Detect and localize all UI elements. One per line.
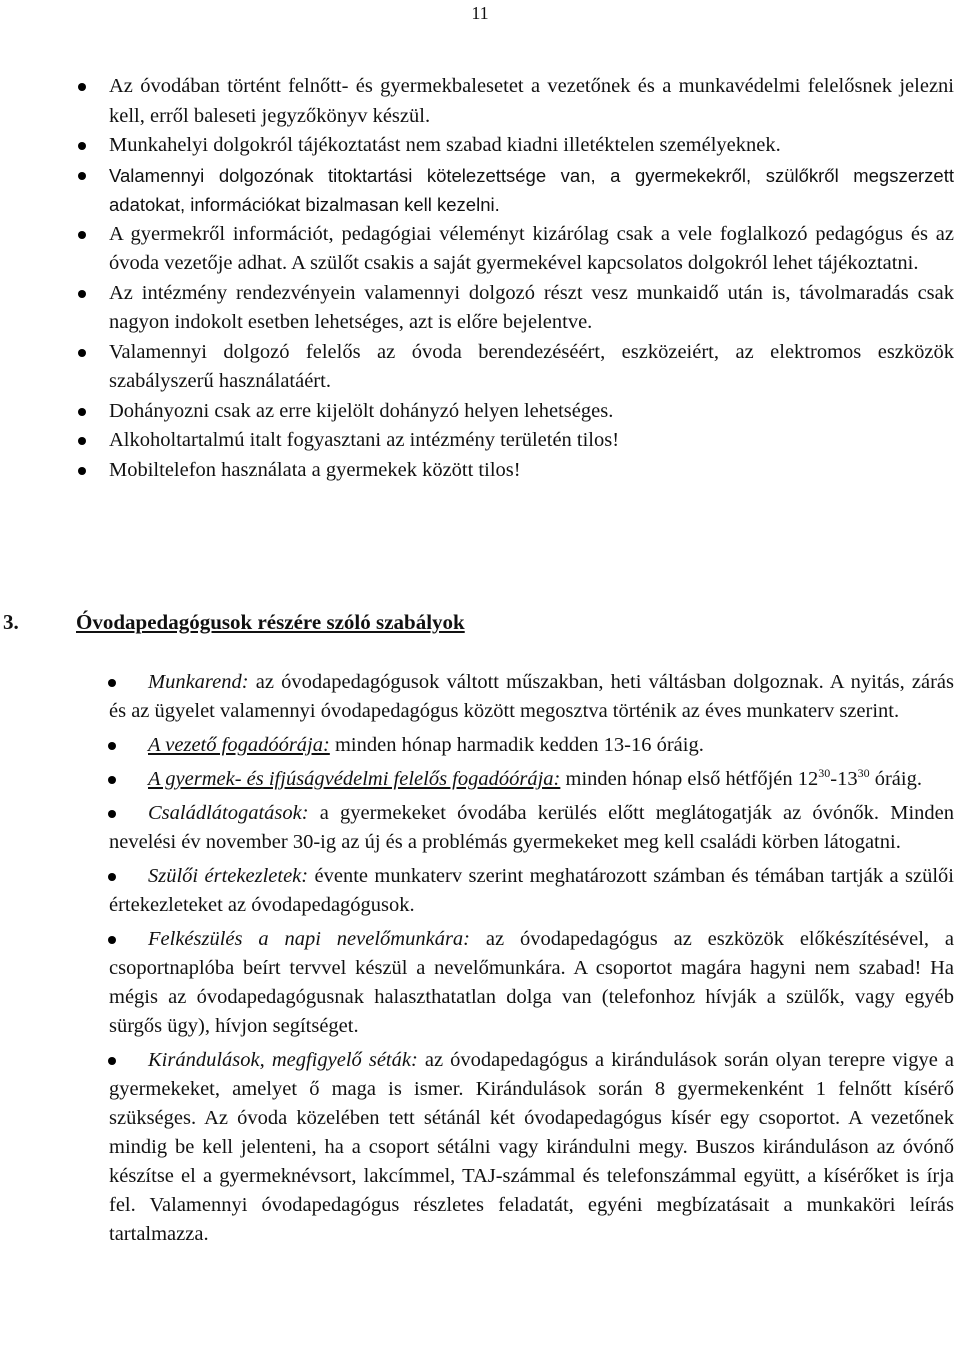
item-label: A vezető fogadóórája: — [148, 734, 330, 756]
item-label: Felkészülés a napi nevelőmunkára: — [148, 928, 471, 950]
item-label: Munkarend: — [148, 671, 249, 693]
list-item — [0, 131, 960, 161]
list-item — [0, 456, 960, 486]
list-item-text: Valamennyi dolgozónak titoktartási kötelezettsége van, a gyermekekről, szülőkről megszerzett adatokat, információkat bizalmasan kell kezelni. — [109, 164, 954, 215]
list-item — [0, 925, 960, 1041]
list-item-text: Az intézmény rendezvényein valamennyi dolgozó részt vesz munkaidő után is, távolmaradás csak nagyon indokolt esetben lehetséges, azt is előre bejelentve. — [109, 281, 954, 333]
item-text: az óvodapedagógus a kirándulások során olyan terepre vigye a gyermekeket, amelyet ő maga is ismer. Kirándulások során 8 gyermekenként 1 felnőtt kísérő szükséges. Az óvoda közelében tett sétánál két óvodapedagógus kísér egy csoportot. A vezetőnek mindig be kell jelenteni, ha a csoport sétálni vagy kirándulni megy. Buszos kiránduláson az óvónő készítse el a gyermeknévsort, lakcímmel, TAJ-számmal és telefonszámmal együtt, a kísérőket is írja fel. Valamennyi óvodapedagógus részletes feladatát, egyéni megbízatásait a munkaköri leírás tartalmazza. — [109, 1049, 954, 1245]
bullet-icon — [78, 83, 86, 91]
item-text: minden hónap harmadik kedden 13-16 óráig. — [329, 734, 704, 756]
item-label: A gyermek- és ifjúságvédelmi felelős fogadóórája: — [148, 768, 561, 790]
item-label: Kirándulások, megfigyelő séták: — [148, 1049, 418, 1071]
item-text: minden hónap első hétfőjén — [560, 768, 798, 790]
item-label: Családlátogatások: — [148, 802, 309, 824]
list-item-text: Az óvodában történt felnőtt- és gyermekbalesetet a vezetőnek és a munkavédelmi felelősnek jelezni kell, erről baleseti jegyzőkönyv készül. — [109, 75, 954, 127]
list-item — [0, 1046, 960, 1249]
bullet-icon — [78, 231, 86, 239]
list-item — [0, 72, 960, 131]
bullet-icon — [108, 936, 116, 944]
bullet-icon — [108, 679, 116, 687]
list-item-text: Valamennyi dolgozó felelős az óvoda berendezéséért, eszközeiért, az elektromos eszközök szabályszerű használatáért. — [109, 340, 954, 392]
bullet-icon — [78, 437, 86, 445]
bullet-icon — [108, 1057, 116, 1065]
list-item — [0, 862, 960, 920]
bullet-icon — [78, 142, 86, 150]
bullet-icon — [78, 349, 86, 357]
list-item — [0, 731, 960, 760]
section-number: 3. — [3, 610, 19, 634]
time-end-minute: 30 — [857, 766, 870, 781]
bullet-icon — [78, 172, 86, 180]
time-separator: - — [830, 768, 838, 790]
list-item — [0, 279, 960, 338]
rules-list — [0, 72, 960, 485]
list-item-text: Mobiltelefon használata a gyermekek között tilos! — [109, 458, 521, 481]
time-start-hour: 12 — [797, 768, 819, 790]
list-item — [0, 220, 960, 279]
time-end-hour: 13 — [837, 768, 858, 790]
section-title: Óvodapedagógusok részére szóló szabályok — [76, 610, 465, 634]
list-item — [0, 397, 960, 427]
list-item — [0, 161, 960, 220]
list-item — [0, 765, 960, 794]
section-list — [0, 668, 960, 1254]
bullet-icon — [78, 467, 86, 475]
item-text: a gyermekeket óvodába kerülés előtt meglátogatják az óvónők. Minden nevelési év november 30-ig az új és a problémás gyermekeket meg kell családi körben látogatni. — [109, 802, 954, 853]
bullet-icon — [78, 290, 86, 298]
list-item-text: A gyermekről információt, pedagógiai véleményt kizárólag csak a vele foglalkozó pedagógus és az óvoda vezetője adhat. A szülőt csakis a saját gyermekével kapcsolatos dolgokról lehet tájékoztatni. — [109, 222, 954, 274]
list-item-text: Munkahelyi dolgokról tájékoztatást nem szabad kiadni illetéktelen személyeknek. — [109, 134, 781, 156]
bullet-icon — [78, 408, 86, 416]
item-text: az óvodapedagógusok váltott műszakban, heti váltásban dolgoznak. A nyitás, zárás és az ügyelet valamennyi óvodapedagógus között megosztva történik az éves munkaterv szerint. — [109, 671, 954, 722]
time-start-minute: 30 — [818, 766, 831, 781]
bullet-icon — [108, 776, 116, 784]
list-item — [0, 668, 960, 726]
list-item — [0, 426, 960, 456]
bullet-icon — [108, 742, 116, 750]
item-text: évente munkaterv szerint meghatározott számban és témában tartják a szülői értekezleteket az óvodapedagógusok. — [109, 865, 955, 916]
bullet-icon — [108, 810, 116, 818]
list-item — [0, 799, 960, 857]
list-item-text: Dohányozni csak az erre kijelölt dohányzó helyen lehetséges. — [109, 399, 614, 422]
item-text-end: óráig. — [869, 768, 922, 790]
item-label: Szülői értekezletek: — [148, 865, 309, 887]
list-item — [0, 338, 960, 397]
list-item-text: Alkoholtartalmú italt fogyasztani az intézmény területén tilos! — [109, 429, 620, 451]
bullet-icon — [108, 873, 116, 881]
page-number: 11 — [471, 3, 489, 23]
item-text: az óvodapedagógus az eszközök előkészítésével, a csoportnaplóba beírt tervvel készül a nevelőmunkára. A csoportot magára hagyni nem szabad! Ha mégis az óvodapedagógusnak halaszthatatlan dolga van (telefonhoz hívják a szülők, vagy egyéb sürgős ügy), hívjon segítséget. — [109, 928, 955, 1037]
